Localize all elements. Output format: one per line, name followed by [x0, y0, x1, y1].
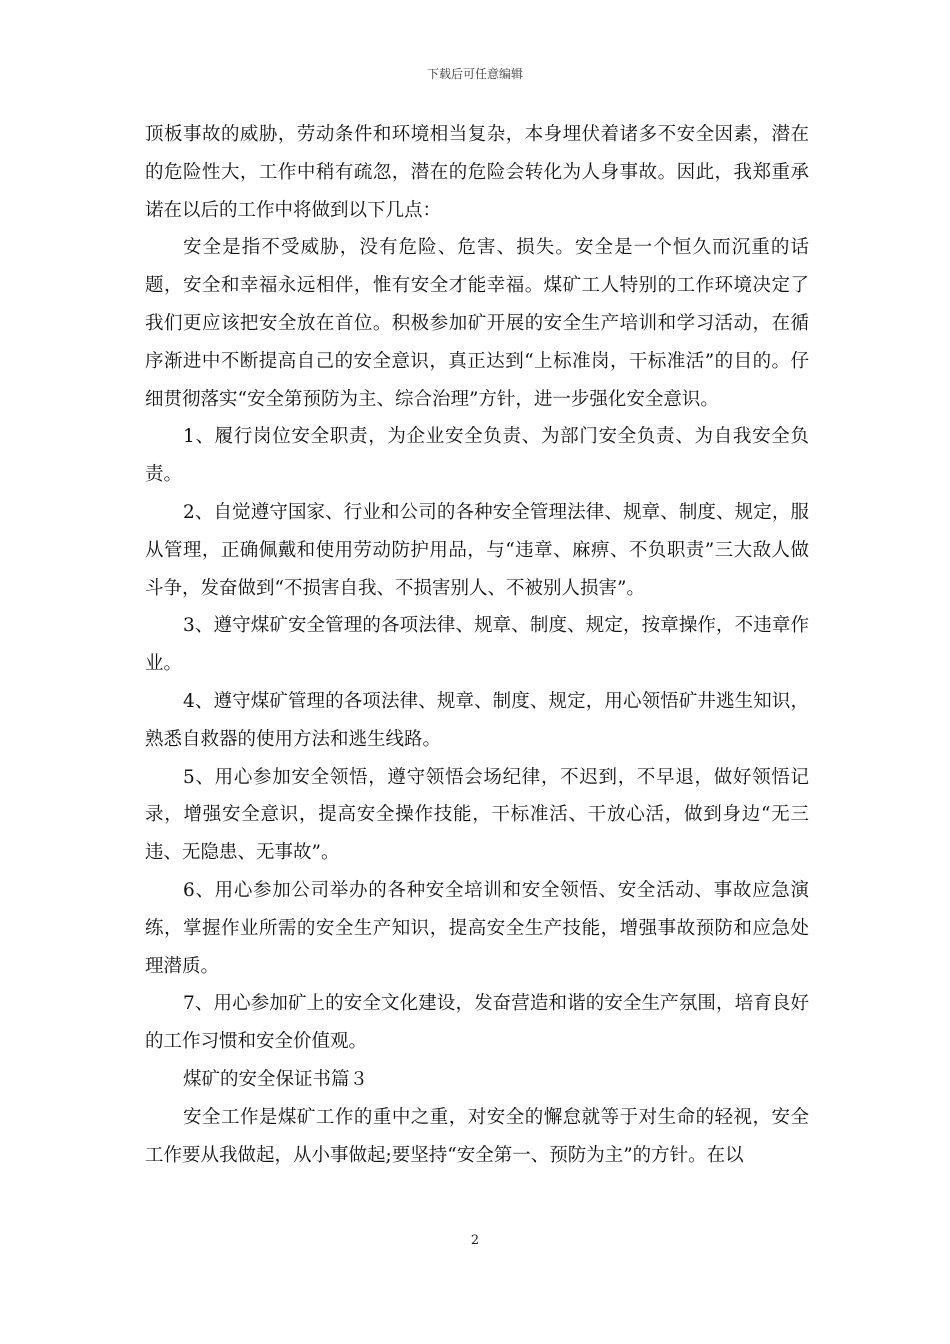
list-item-6: 6、用心参加公司举办的各种安全培训和安全领悟、安全活动、事故应急演练，掌握作业所需的安全生产知识，提高安全生产技能，增强事故预防和应急处理潜质。	[145, 879, 809, 977]
paragraph-continuation: 顶板事故的威胁，劳动条件和环境相当复杂，本身埋伏着诸多不安全因素，潜在的危险性大，工作中稍有疏忽，潜在的危险会转化为人身事故。因此，我郑重承诺在以后的工作中将做到以下几点：	[145, 124, 809, 221]
list-item-1: 1、履行岗位安全职责，为企业安全负责、为部门安全负责、为自我安全负责。	[145, 426, 809, 486]
list-item-7: 7、用心参加矿上的安全文化建设，发奋营造和谐的安全生产氛围，培育良好的工作习惯和安全价值观。	[145, 993, 809, 1053]
list-item-2: 2、自觉遵守国家、行业和公司的各种安全管理法律、规章、制度、规定，服从管理，正确佩戴和使用劳动防护用品，与“违章、麻痹、不负职责”三大敌人做斗争，发奋做到“不损害自我、不损害别人、不被别人损害”。	[145, 501, 809, 599]
section-heading: 煤矿的安全保证书篇３	[183, 1068, 369, 1090]
list-item-4: 4、遵守煤矿管理的各项法律、规章、制度、规定，用心领悟矿井逃生知识，熟悉自救器的使用方法和逃生线路。	[145, 690, 809, 750]
list-item-5: 5、用心参加安全领悟，遵守领悟会场纪律，不迟到，不早退，做好领悟记录，增强安全意识，提高安全操作技能，干标准活、干放心活，做到身边“无三违、无隐患、无事故”。	[145, 766, 809, 864]
list-item-3: 3、遵守煤矿安全管理的各项法律、规章、制度、规定，按章操作，不违章作业。	[145, 615, 809, 675]
page-number: 2	[470, 1233, 480, 1248]
page-header: 下载后可任意编辑	[426, 67, 523, 81]
document-body	[145, 116, 809, 1174]
paragraph-section-3-intro: 安全工作是煤矿工作的重中之重，对安全的懈怠就等于对生命的轻视，安全工作要从我做起，从小事做起;要坚持“安全第一、预防为主”的方针。在以	[145, 1106, 809, 1166]
paragraph-safety-definition: 安全是指不受威胁，没有危险、危害、损失。安全是一个恒久而沉重的话题，安全和幸福永远相伴，惟有安全才能幸福。煤矿工人特别的工作环境决定了我们更应该把安全放在首位。积极参加矿开展的安全生产培训和学习活动，在循序渐进中不断提高自己的安全意识，真正达到“上标准岗，干标准活”的目的。仔细贯彻落实“安全第预防为主、综合治理”方针，进一步强化安全意识。	[145, 237, 809, 410]
